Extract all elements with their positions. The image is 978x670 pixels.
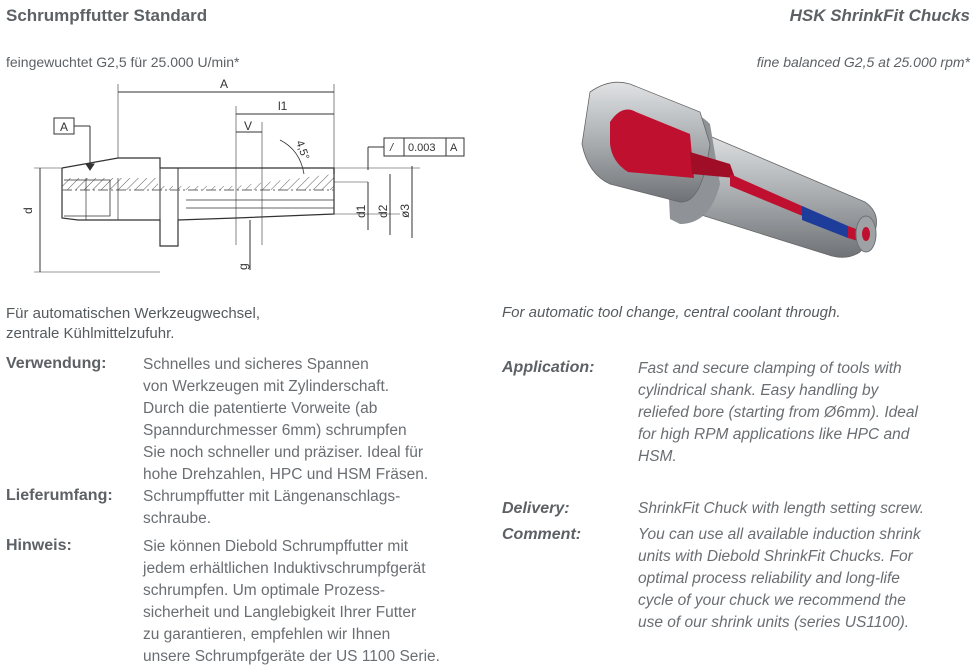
text-line: schraube. [143,510,212,527]
application-text-german [143,354,428,486]
page-title-german: Schrumpffutter Standard [6,6,208,25]
technical-drawing [0,70,480,280]
dimension-d1-label: d1 [354,204,368,218]
tolerance-datum: A [450,142,458,154]
dimension-a-label: A [220,77,229,91]
text-line: for high RPM applications like HPC and [638,426,910,443]
text-line: hohe Drehzahlen, HPC und HSM Fräsen. [143,466,429,483]
text-line: Spanndurchmesser 6mm) schrumpfen [143,422,407,439]
text-line: cylindrical shank. Easy handling by [638,382,879,399]
text-line: You can use all available induction shrink [638,526,921,543]
datum-label: A [60,120,69,134]
comment-label-english: Comment: [502,526,582,543]
application-text-english [638,358,918,468]
page-title-english: HSK ShrinkFit Chucks [789,6,970,25]
text-line: Schrumpffutter mit Längenanschlags- [143,488,401,505]
note-label-german: Hinweis: [6,537,72,554]
delivery-label-english: Delivery: [502,500,570,517]
text-line: schrumpfen. Um optimale Prozess- [143,582,386,599]
shrinkfit-chuck-image [570,74,900,274]
text-line: Sie noch schneller und präziser. Ideal für [143,444,424,461]
text-line: optimal process reliability and long-life [638,570,900,587]
application-label-german: Verwendung: [6,355,107,372]
dimension-d3-label: ø3 [398,203,412,218]
intro-english: For automatic tool change, central coolant through. [502,304,841,321]
delivery-text-english: ShrinkFit Chuck with length setting screw. [638,500,925,517]
subtitle-english: fine balanced G2,5 at 25.000 rpm* [756,54,970,70]
text-line: unsere Schrumpfgeräte der US 1100 Serie. [143,648,440,665]
application-label-english: Application: [502,359,595,376]
intro-german-line: Für automatischen Werkzeugwechsel, [6,305,261,322]
text-line: zu garantieren, empfehlen wir Ihnen [143,626,391,643]
dimension-d2-label: d2 [376,204,390,218]
text-line: von Werkzeugen mit Zylinderschaft. [143,378,390,395]
dimension-l1-label: l1 [278,99,288,113]
text-line: sicherheit und Langlebigkeit Ihrer Futter [143,604,417,621]
text-line: cycle of your chuck we recommend the [638,592,906,609]
comment-text-english [638,524,921,634]
intro-german-line: zentrale Kühlmittelzufuhr. [6,325,175,342]
angle-label: 4,5° [293,138,312,162]
text-line: jedem erhältlichen Induktivschrumpfgerät [143,560,426,577]
delivery-label-german: Lieferumfang: [6,487,113,504]
text-line: HSM. [638,448,677,465]
text-line: Sie können Diebold Schrumpffutter mit [143,538,409,555]
dimension-g-label: g [236,263,250,270]
text-line: Fast and secure clamping of tools with [638,360,902,377]
intro-german [6,304,366,344]
text-line: use of our shrink units (series US1100). [638,614,910,631]
note-text-german [143,536,440,668]
delivery-text-german [143,486,400,530]
runout-symbol: / [390,142,394,154]
tolerance-value: 0.003 [408,142,436,154]
text-line: units with Diebold ShrinkFit Chucks. For [638,548,913,565]
subtitle-german: feingewuchtet G2,5 für 25.000 U/min* [6,54,240,70]
text-line: reliefed bore (starting from Ø6mm). Ideal [638,404,918,421]
dimension-v-label: V [244,119,253,133]
dimension-d-label: d [21,207,35,214]
text-line: Durch die patentierte Vorweite (ab [143,400,378,417]
text-line: Schnelles und sicheres Spannen [143,356,369,373]
